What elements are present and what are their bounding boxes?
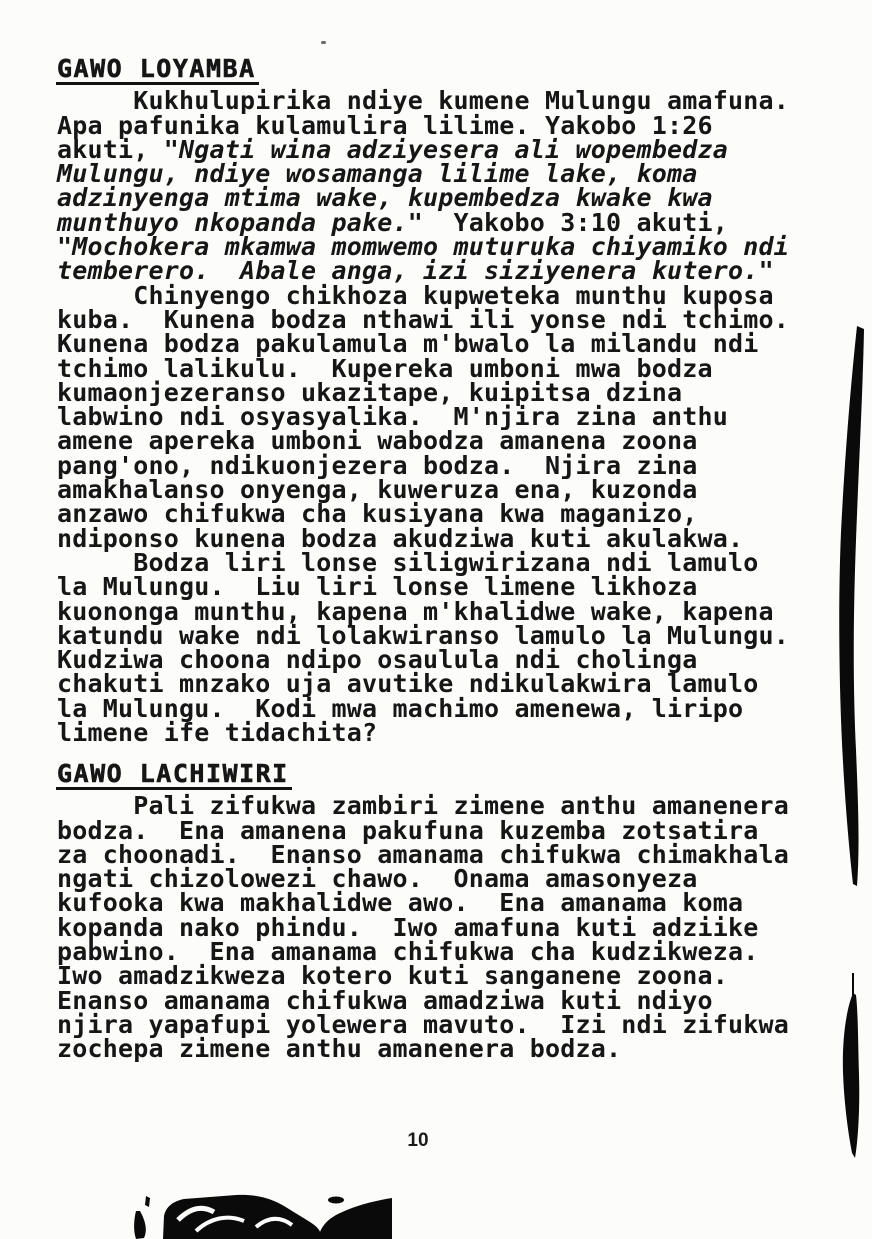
quote-text: adzinyenga mtima wake, kupembedza kwake kwa [57,183,713,213]
body-text: amene apereka umboni wabodza amanena zoona [57,426,698,456]
scan-streak-lower [852,973,854,996]
body-text: Pali zifukwa zambiri zimene anthu amanenera [57,791,790,821]
body-text: kuba. Kunena bodza nthawi ili yonse ndi tchimo. [57,304,790,334]
scan-speck [321,41,326,44]
body-text: kopanda nako phindu. Iwo amafuna kuti adziike [57,912,759,942]
body-text: Kunena bodza pakulamula m'bwalo la milandu ndi [57,329,759,359]
scan-blob-highlight [196,1218,244,1231]
body-text: labwino ndi osyasyalika. M'njira zina anthu [57,402,729,432]
body-text: Iwo amadzikweza kotero kuti sanganene zoona. [57,961,729,991]
scan-blob-highlight [178,1208,214,1220]
text-line [57,1034,789,1064]
scan-blob-left [163,1195,321,1239]
body-text: chakuti mnzako uja avutike ndikulakwira lamulo [57,669,759,699]
body-text: Enanso amanama chifukwa amadziwa kuti ndiyo [57,985,713,1015]
scan-streak-upper [839,326,864,886]
body-text: limene ife tidachita? [57,718,378,748]
quote-text: Mulungu, ndiye wosamanga lilime lake, koma [57,159,698,189]
body-text: la Mulungu. Liu liri lonse limene likhoza [57,572,698,602]
body-text: kuononga munthu, kapena m'khalidwe wake, kapena [57,596,774,626]
text-line [57,718,789,748]
body-text: ndiponso kunena bodza akudziwa kuti akulakwa. [57,523,744,553]
body-text: amakhalanso onyenga, kuweruza ena, kuzonda [57,475,698,505]
scan-mark-j [134,1196,150,1239]
body-text: tchimo lalikulu. Kupereka umboni mwa bodza [57,353,713,383]
document-section [57,759,790,1064]
document-section [57,54,790,748]
section-heading: GAWO LOYAMBA [56,57,259,85]
body-text: Kukhulupirika ndiye kumene Mulungu amafuna. [57,86,790,116]
body-text: njira yapafupi yolewera mavuto. Izi ndi zifukwa [57,1009,790,1039]
body-text: kufooka kwa makhalidwe awo. Ena amanama koma [57,888,744,918]
body-text: bodza. Ena amanena pakufuna kuzemba zotsatira [57,815,759,845]
body-text: la Mulungu. Kodi mwa machimo amenewa, liripo [57,693,744,723]
section-heading: GAWO LACHIWIRI [56,762,292,790]
quote-text: Ngati wina adziyesera ali wopembedza [179,134,729,164]
body-text: pabwino. Ena amanama chifukwa cha kudzikweza. [57,937,759,967]
page-number: 10 [407,1130,429,1151]
body-text: " [758,256,774,286]
body-text: zochepa zimene anthu amanenera bodza. [57,1034,622,1064]
scan-fleck [328,1197,344,1204]
body-text: pang'ono, ndikuonjezera bodza. Njira zina [57,450,698,480]
scan-streak-lower-blob [843,993,859,1158]
quote-text: temberero. Abale anga, izi siziyenera kutero. [57,256,759,286]
body-text: kumaonjezeranso ukazitape, kuipitsa dzina [57,377,683,407]
body-text: Kudziwa choona ndipo osaulula ndi cholinga [57,645,698,675]
body-text: za choonadi. Enanso amanama chifukwa chimakhala [57,839,790,869]
body-text: katundu wake ndi lolakwiranso lamulo la Mulungu. [57,620,790,650]
scan-blob-right [318,1198,392,1239]
body-text: Bodza liri lonse siligwirizana ndi lamulo [57,547,759,577]
body-text: Apa pafunika kulamulira lilime. Yakobo 1:26 [57,110,713,140]
quote-text: "Mochokera mkamwa momwemo muturuka chiyamiko ndi [57,232,790,262]
quote-text: munthuyo nkopanda pake. [57,207,408,237]
body-text: " Yakobo 3:10 akuti, [407,207,729,237]
body-text: akuti, " [57,134,180,164]
body-text: ngati chizolowezi chawo. Onama amasonyeza [57,864,698,894]
scan-blob-highlight [256,1219,292,1227]
body-text: Chinyengo chikhoza kupweteka munthu kuposa [57,280,774,310]
body-text: anzawo chifukwa cha kusiyana kwa maganizo, [57,499,698,529]
